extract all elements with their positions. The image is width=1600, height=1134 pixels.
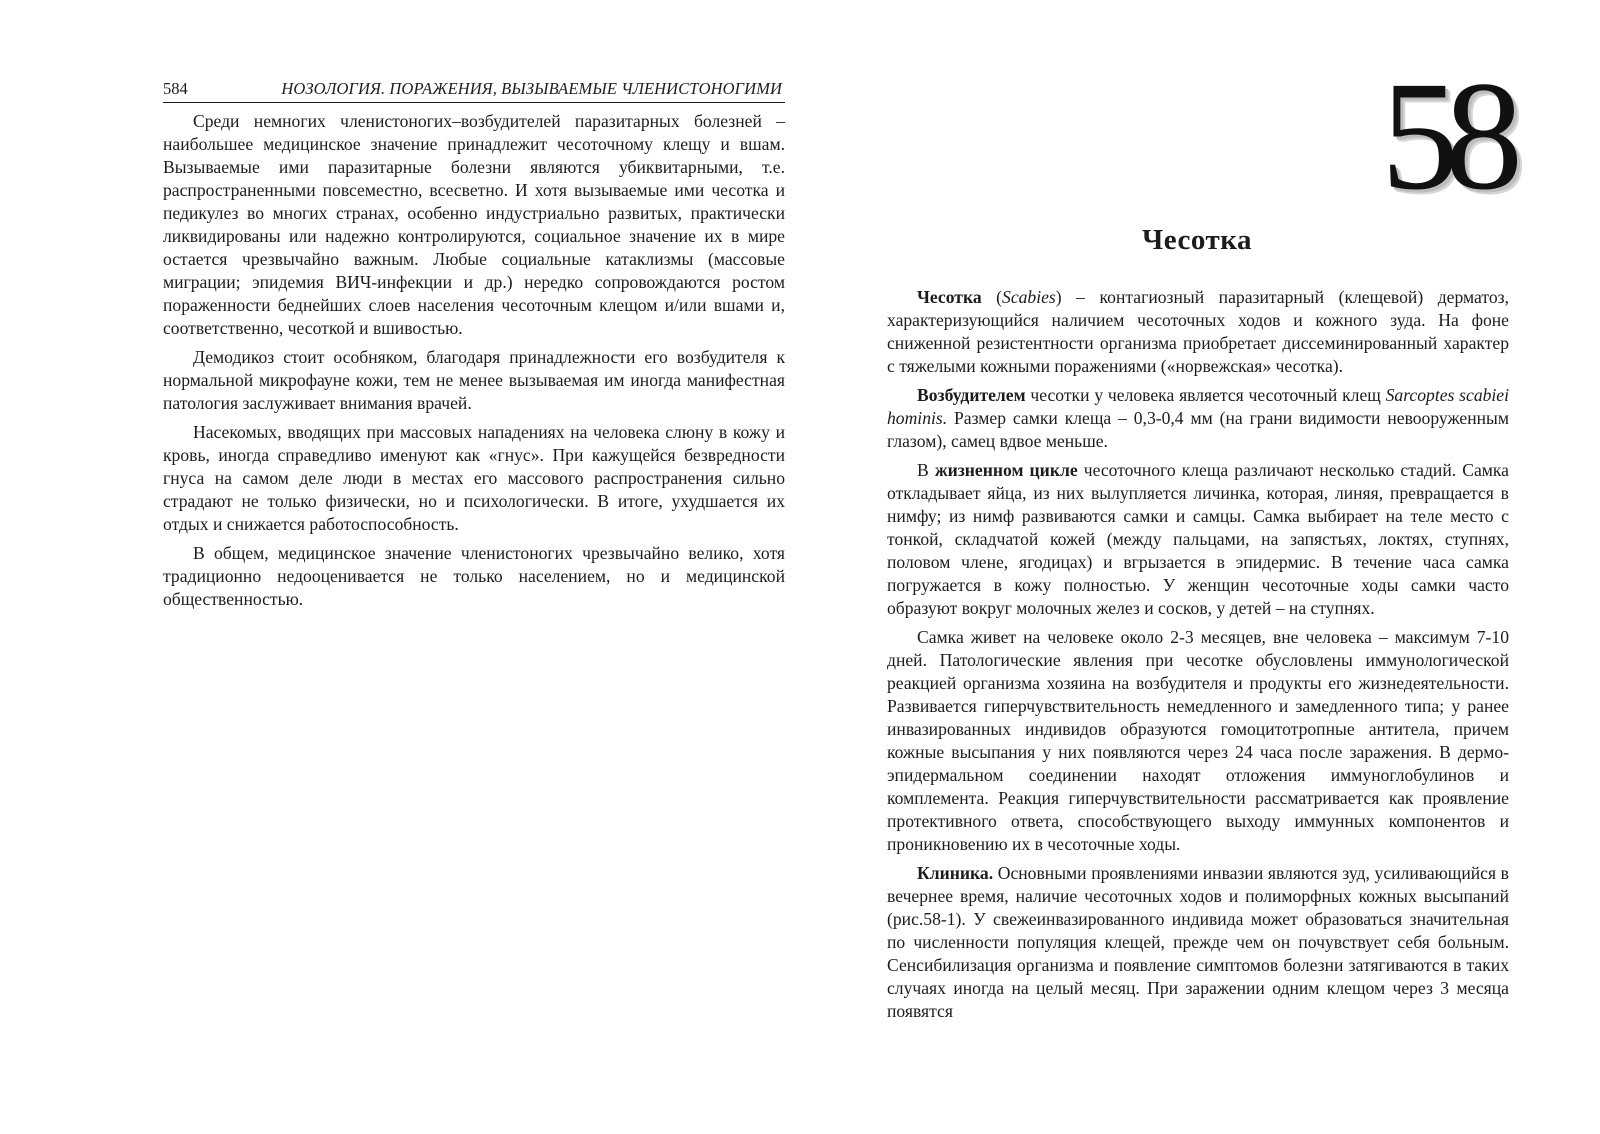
- paragraph: В общем, медицинское значение членистоногих чрезвычайно велико, хотя традиционно недооценивается не только населением, но и медицинской общественностью.: [163, 543, 785, 609]
- paragraph-definition: [887, 286, 1509, 378]
- term-bold: жизненном цикле: [934, 460, 1078, 480]
- text-run: Основными проявлениями инвазии являются зуд, усиливающийся в вечернее время, наличие чесоточных ходов и полиморфных кожных высыпаний (рис.58-1). У свежеинвазированного индивида может образоваться значительная по численности популяция клещей, прежде чем он почувствует себя больным. Сенсибилизация организма и появление симптомов болезни затягиваются в таких случаях иногда на целый месяц. При заражении одним клещом через 3 месяца появятся: [887, 863, 1509, 1021]
- term-bold: Клиника.: [917, 863, 994, 883]
- paragraph: Насекомых, вводящих при массовых нападениях на человека слюну в кожу и кровь, иногда справедливо именуют как «гнус». При кажущейся безвредности гнуса на самом деле люди в местах его массового распространения сильно страдают не только физически, но и психологически. В итоге, ухудшается их отдых и снижается работоспособность.: [163, 422, 785, 534]
- text-run: ) – контагиозный паразитарный (клещевой) дерматоз, характеризующийся наличием чесоточных ходов и кожного зуда. На фоне сниженной резистентности организма приобретает диссеминированный характер с тяжелыми кожными поражениями («норвежская» чесотка).: [887, 287, 1509, 376]
- left-body-text: [163, 110, 785, 617]
- chapter-number: 58: [1381, 49, 1509, 222]
- latin-term: Scabies: [1002, 287, 1056, 307]
- paragraph: Демодикоз стоит особняком, благодаря принадлежности его возбудителя к нормальной микрофауне кожи, тем не менее вызываемая им иногда манифестная патология заслуживает внимания врачей.: [163, 347, 785, 413]
- paragraph-clinic: [887, 862, 1509, 1023]
- chapter-title: Чесотка: [1141, 224, 1252, 256]
- text-run: (: [981, 287, 1003, 307]
- running-head: [163, 78, 785, 103]
- text-run: Размер самки клеща – 0,3-0,4 мм (на грани видимости невооруженным глазом), самец вдвое меньше.: [887, 408, 1509, 451]
- text-run: В: [917, 460, 935, 480]
- running-title: НОЗОЛОГИЯ. ПОРАЖЕНИЯ, ВЫЗЫВАЕМЫЕ ЧЛЕНИСТОНОГИМИ: [281, 79, 782, 98]
- term-bold: Возбудителем: [917, 385, 1026, 405]
- paragraph-life-cycle: [887, 459, 1509, 620]
- text-run: чесоточного клеща различают несколько стадий. Самка откладывает яйца, из них вылупляется личинка, которая, линяя, превращается в нимфу; из нимф развиваются самки и самцы. Самка выбирает на теле место с тонкой, складчатой кожей (между пальцами, на запястьях, локтях, ступнях, половом члене, ягодицах) и вгрызается в эпидермис. В течение часа самка погружается в кожу полностью. У женщин чесоточные ходы самки часто образуют вокруг молочных желез и сосков, у детей – на ступнях.: [887, 460, 1509, 618]
- paragraph-pathogen: [887, 384, 1509, 453]
- latin-term: Sarcoptes scabiei hominis.: [887, 385, 1510, 428]
- term-bold: Чесотка: [917, 287, 982, 307]
- paragraph: Среди немногих членистоногих–возбудителей паразитарных болезней – наибольшее медицинское значение принадлежит чесоточному клещу и вшам. Вызываемые ими паразитарные болезни являются убиквитарными, т.е. распространенными повсеместно, всесветно. И хотя вызываемые ими чесотка и педикулез во многих странах, особенно индустриально развитых, практически ликвидированы или надежно контролируются, социальное значение их в мире остается чрезвычайно важным. Любые социальные катаклизмы (массовые миграции; эпидемия ВИЧ-инфекции и др.) нередко сопровождаются ростом пораженности беднейших слоев населения чесоточным клещом и/или вшами и, соответственно, чесоткой и вшивостью.: [163, 111, 785, 338]
- right-body-text: [887, 286, 1509, 1029]
- page-number: 584: [163, 79, 188, 98]
- text-run: чесотки у человека является чесоточный клещ: [1025, 385, 1386, 405]
- paragraph-pathogenesis: Самка живет на человеке около 2-3 месяцев, вне человека – максимум 7-10 дней. Патологические явления при чесотке обусловлены иммунологической реакцией организма хозяина на возбудителя и продукты его жизнедеятельности. Развивается гиперчувствительность немедленного и замедленного типа; у ранее инвазированных индивидов образуются гомоцитотропные антитела, причем кожные высыпания у них появляются через 24 часа после заражения. В дермо-эпидермальном соединении находят отложения иммуноглобулинов и комплемента. Реакция гиперчувствительности рассматривается как проявление протективного ответа, способствующего выходу иммунных компонентов и проникновению их в чесоточные ходы.: [887, 627, 1509, 854]
